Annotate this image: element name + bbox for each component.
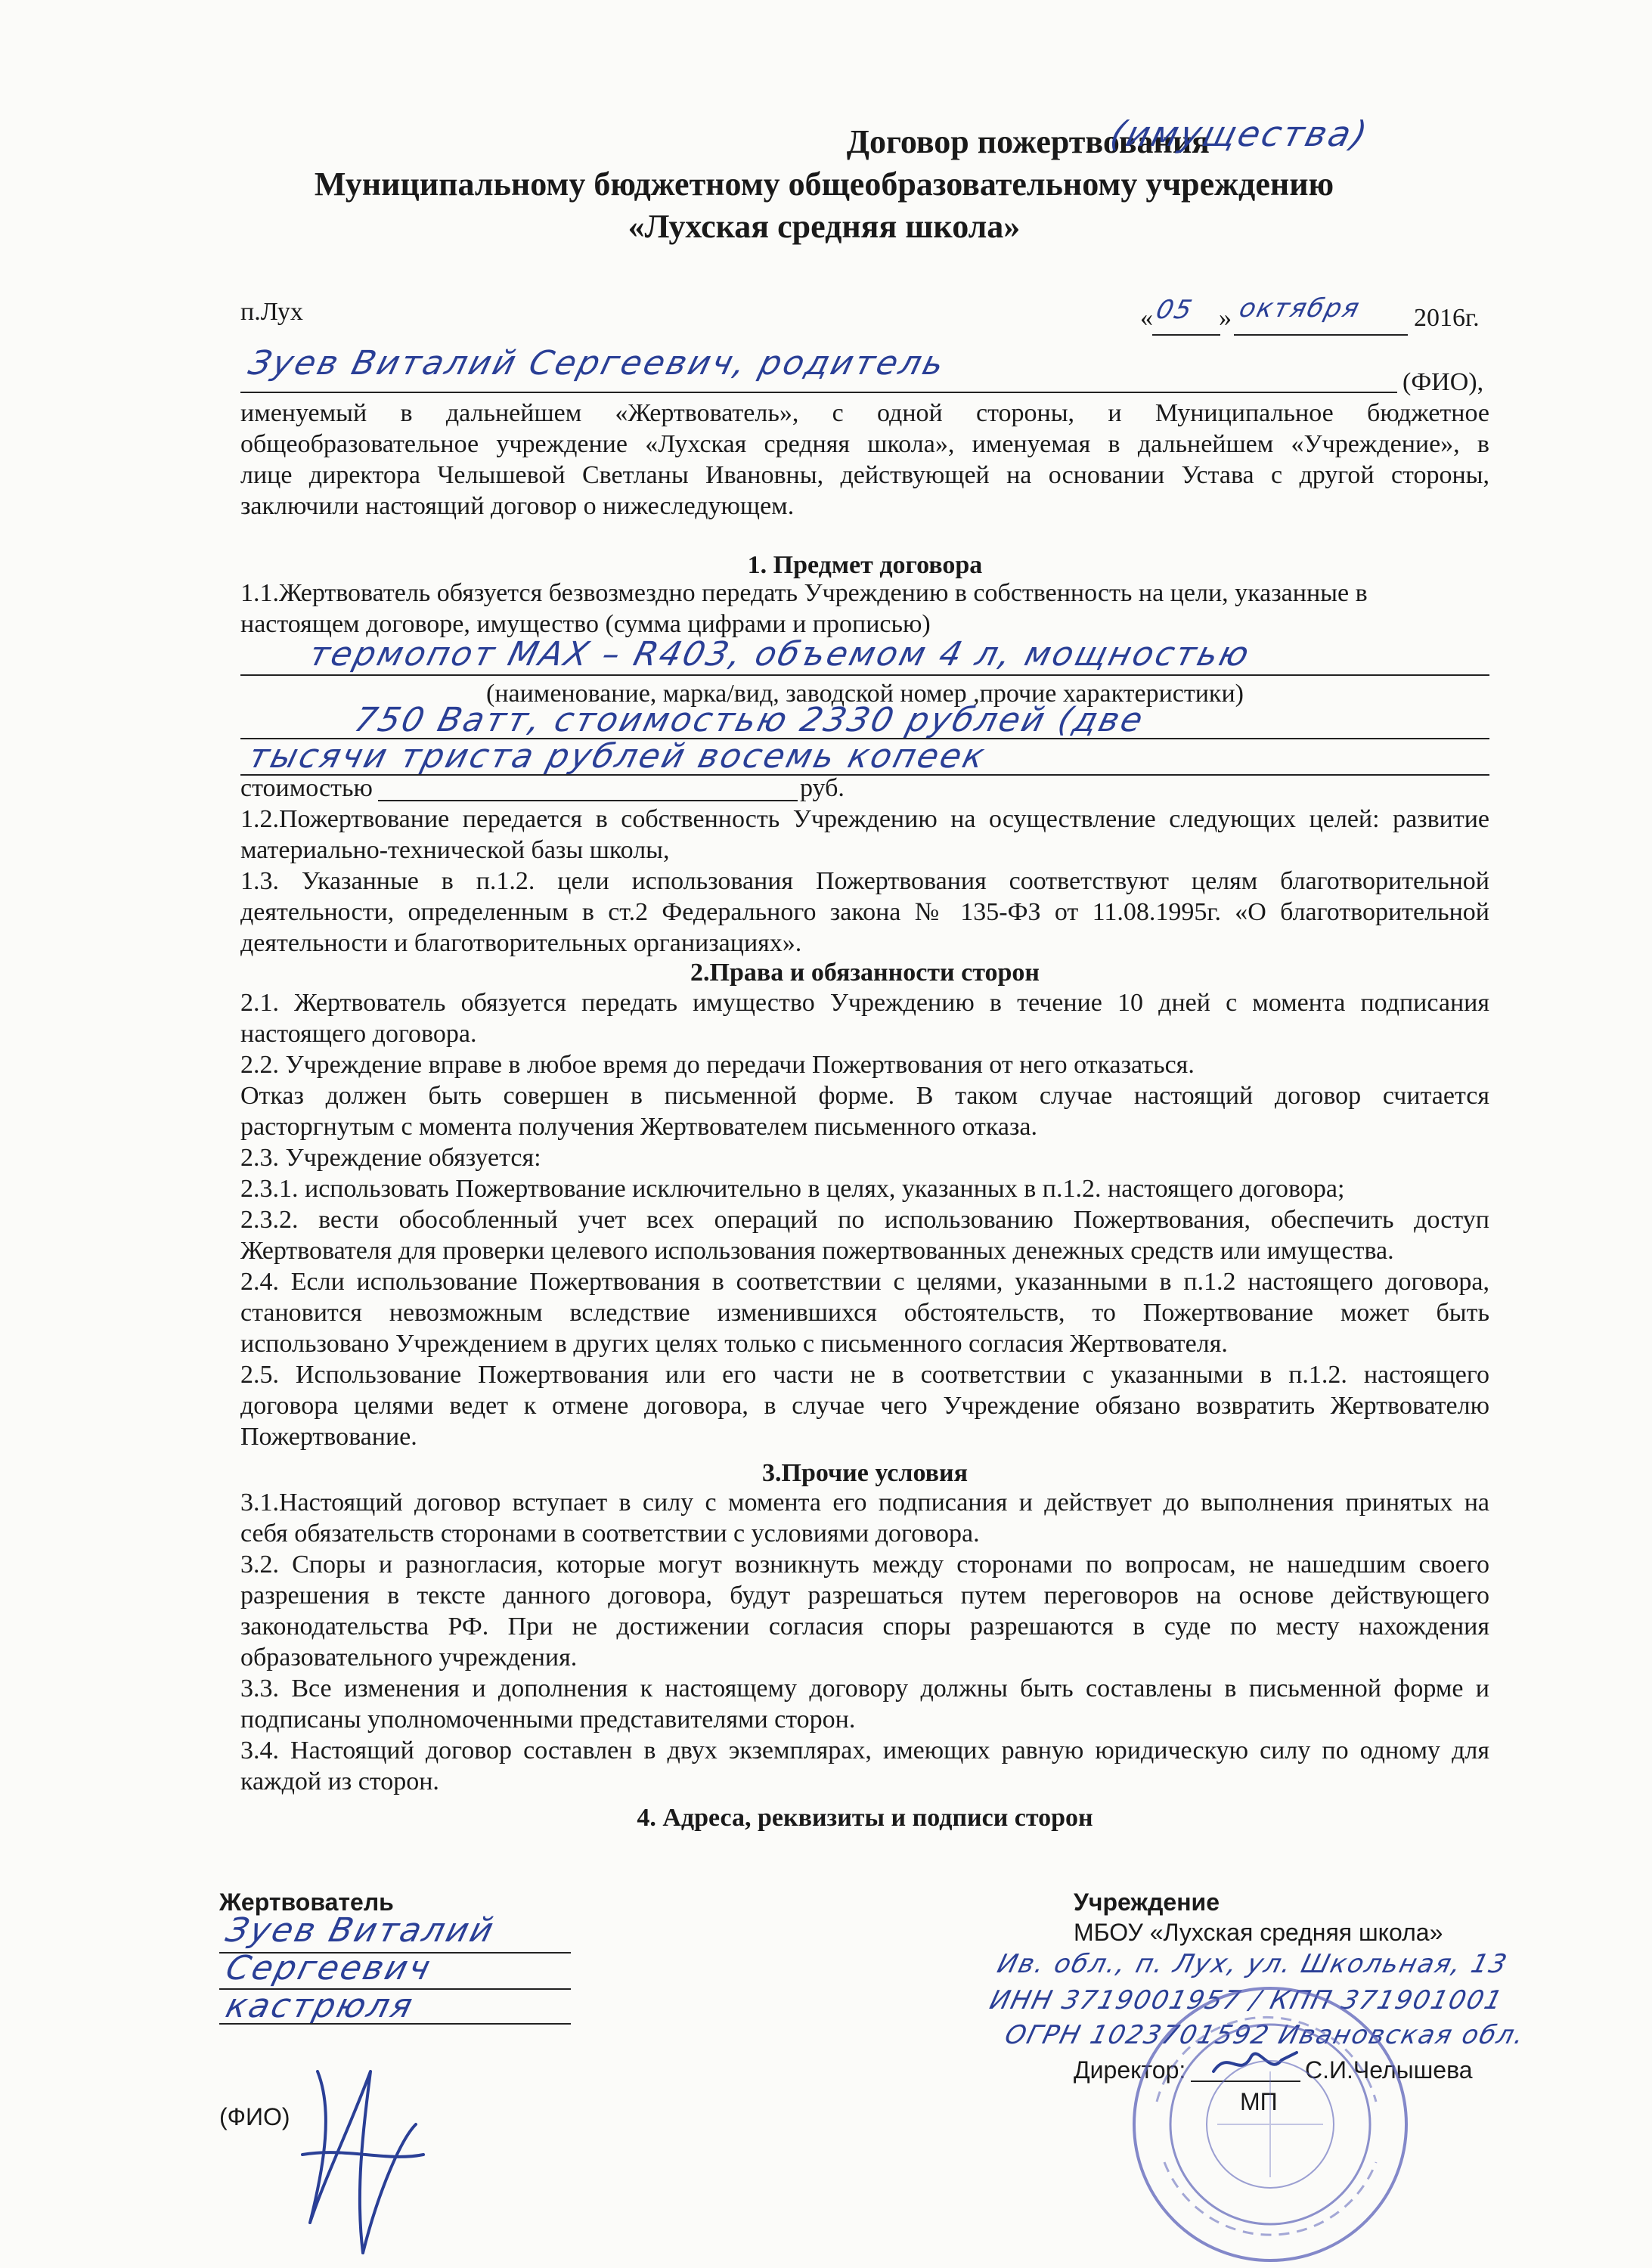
intro-line-3: лице директора Челышевой Светланы Ивановны, действующей на основании Устава с другой стороны,: [240, 461, 1489, 489]
title-line-1: Договор пожертвования: [846, 123, 1210, 160]
institution-hw-line-1: Ив. обл., п. Лух, ул. Школьная, 13: [994, 1949, 1511, 1979]
section-2-heading: 2.Права и обязанности сторон: [690, 959, 1040, 987]
p2-2: 2.2. Учреждение вправе в любое время до передачи Пожертвования от него отказаться.: [240, 1051, 1195, 1079]
p3-2-line-1: 3.2. Споры и разногласия, которые могут возникнуть между сторонами по вопросам, не нашедшим своего: [240, 1551, 1489, 1579]
institution-name: МБОУ «Лухская средняя школа»: [1074, 1919, 1443, 1946]
mp-label: МП: [1240, 2088, 1278, 2115]
p3-1-line-2: себя обязательств сторонами в соответствии с условиями договора.: [240, 1520, 980, 1548]
section-4-heading: 4. Адреса, реквизиты и подписи сторон: [637, 1804, 1093, 1832]
donor-label: Жертвователь: [219, 1888, 394, 1916]
donor-hw-line-1: Зуев Виталий: [222, 1911, 500, 1950]
p3-3-line-2: подписаны уполномоченными представителями сторон.: [240, 1706, 856, 1734]
institution-hw-line-2: ИНН 3719001957 / КПП 371901001: [987, 1985, 1507, 2015]
p2-4-line-1: 2.4. Если использование Пожертвования в соответствии с целями, указанными в п.1.2 настоящего договора,: [240, 1268, 1489, 1296]
p2-3-2-line-1: 2.3.2. вести обособленный учет всех операций по использованию Пожертвования, обеспечить доступ: [240, 1206, 1489, 1234]
p2-1-line-1: 2.1. Жертвователь обязуется передать имущество Учреждению в течение 10 дней с момента подписания: [240, 989, 1489, 1017]
director-label: Директор:: [1074, 2056, 1186, 2084]
donor-name-handwriting: Зуев Виталий Сергеевич, родитель: [244, 344, 950, 383]
p1-3-line-3: деятельности и благотворительных организациях».: [240, 929, 802, 957]
p2-2-line-2: Отказ должен быть совершен в письменной форме. В таком случае настоящий договор считается: [240, 1082, 1489, 1110]
p3-4-line-1: 3.4. Настоящий договор составлен в двух экземплярах, имеющих равную юридическую силу по одному для: [240, 1737, 1489, 1765]
date-month: октября: [1236, 293, 1364, 324]
intro-line-2: общеобразовательное учреждение «Лухская средняя школа», именуемая в дальнейшем «Учреждение», в: [240, 430, 1489, 458]
p2-2-line-3: расторгнутым с момента получения Жертвователем письменного отказа.: [240, 1113, 1038, 1141]
institution-stamp: [1127, 1981, 1414, 2268]
p1-2-line-1: 1.2.Пожертвование передается в собственность Учреждению на осуществление следующих целей: развитие: [240, 805, 1489, 833]
p1-2-line-2: материально-технической базы школы,: [240, 836, 670, 864]
institution-label: Учреждение: [1074, 1888, 1220, 1916]
p3-2-line-4: образовательного учреждения.: [240, 1644, 578, 1672]
title-line-3: «Лухская средняя школа»: [628, 208, 1021, 245]
p3-3-line-1: 3.3. Все изменения и дополнения к настоящему договору должны быть составлены в письменной форме и: [240, 1675, 1489, 1703]
p2-3-1: 2.3.1. использовать Пожертвование исключительно в целях, указанных в п.1.2. настоящего договора;: [240, 1175, 1345, 1203]
institution-hw-line-3: ОГРН 1023701592 Ивановская обл.: [1002, 2020, 1529, 2050]
p2-1-line-2: настоящего договора.: [240, 1020, 477, 1048]
p2-4-line-2: становится невозможным вследствие изменившихся обстоятельств, то Пожертвование может быть: [240, 1299, 1489, 1327]
p2-5-line-1: 2.5. Использование Пожертвования или его части не в соответствии с указанными в п.1.2. настоящего: [240, 1361, 1489, 1389]
date-open-quote: «: [1140, 304, 1153, 332]
p3-4-line-2: каждой из сторон.: [240, 1768, 439, 1796]
fio-label: (ФИО),: [1402, 368, 1484, 396]
intro-line-1: именуемый в дальнейшем «Жертвователь», с одной стороны, и Муниципальное бюджетное: [240, 399, 1489, 427]
date-day: 05: [1153, 295, 1197, 325]
p2-3-2-line-2: Жертвователя для проверки целевого использования пожертвованных денежных средств или имущества.: [240, 1237, 1394, 1265]
item-handwriting-3: тысячи триста рублей восемь копеек: [244, 737, 990, 776]
date-year: 2016г.: [1414, 304, 1480, 332]
p2-5-line-2: договора целями ведет к отмене договора, в случае чего Учреждение обязано возвратить Жертвователю: [240, 1392, 1489, 1420]
donor-hw-line-3: кастрюля: [222, 1987, 419, 2025]
p1-1-line-1: 1.1.Жертвователь обязуется безвозмездно передать Учреждению в собственность на цели, указанные в: [240, 579, 1368, 607]
item-caption: (наименование, марка/вид, заводской номер ,прочие характеристики): [486, 680, 1244, 708]
donor-signature: [287, 2041, 439, 2268]
title-handwriting: (имущества): [1106, 113, 1374, 154]
cost-unit: руб.: [800, 774, 845, 802]
p1-3-line-2: деятельности, определенным в ст.2 Федерального закона № 135-ФЗ от 11.08.1995г. «О благотворительной: [240, 898, 1489, 926]
p1-3-line-1: 1.3. Указанные в п.1.2. цели использования Пожертвования соответствуют целям благотворительной: [240, 867, 1489, 895]
p3-1-line-1: 3.1.Настоящий договор вступает в силу с момента его подписания и действует до выполнения принятых на: [240, 1489, 1489, 1517]
p3-2-line-2: разрешения в тексте данного договора, будут разрешаться путем переговоров на основе действующего: [240, 1582, 1489, 1610]
donor-hw-line-2: Сергеевич: [222, 1949, 436, 1988]
item-description-handwriting: термопот MAX – R403, объемом 4 л, мощностью: [305, 635, 1255, 674]
date-close-quote: »: [1219, 304, 1232, 332]
intro-line-4: заключили настоящий договор о нижеследующем.: [240, 492, 795, 520]
p1-1-line-2: настоящем договоре, имущество (сумма цифрами и прописью): [240, 610, 931, 638]
title-line-2: Муниципальному бюджетному общеобразовательному учреждению: [314, 166, 1334, 203]
place: п.Лух: [240, 298, 303, 326]
section-1-heading: 1. Предмет договора: [747, 551, 983, 579]
p2-4-line-3: использовано Учреждением в других целях только с письменного согласия Жертвователя.: [240, 1330, 1228, 1358]
p3-2-line-3: законодательства РФ. При не достижении согласия споры разрешаются в суде по месту нахождения: [240, 1613, 1489, 1641]
p2-5-line-3: Пожертвование.: [240, 1423, 417, 1451]
donor-fio-label: (ФИО): [219, 2103, 290, 2130]
p2-3: 2.3. Учреждение обязуется:: [240, 1144, 541, 1172]
item-handwriting-2: 750 Ватт, стоимостью 2330 рублей (две: [350, 701, 1149, 739]
director-name: С.И.Челышева: [1305, 2056, 1473, 2084]
section-3-heading: 3.Прочие условия: [762, 1459, 968, 1487]
cost-label: стоимостью: [240, 774, 373, 802]
